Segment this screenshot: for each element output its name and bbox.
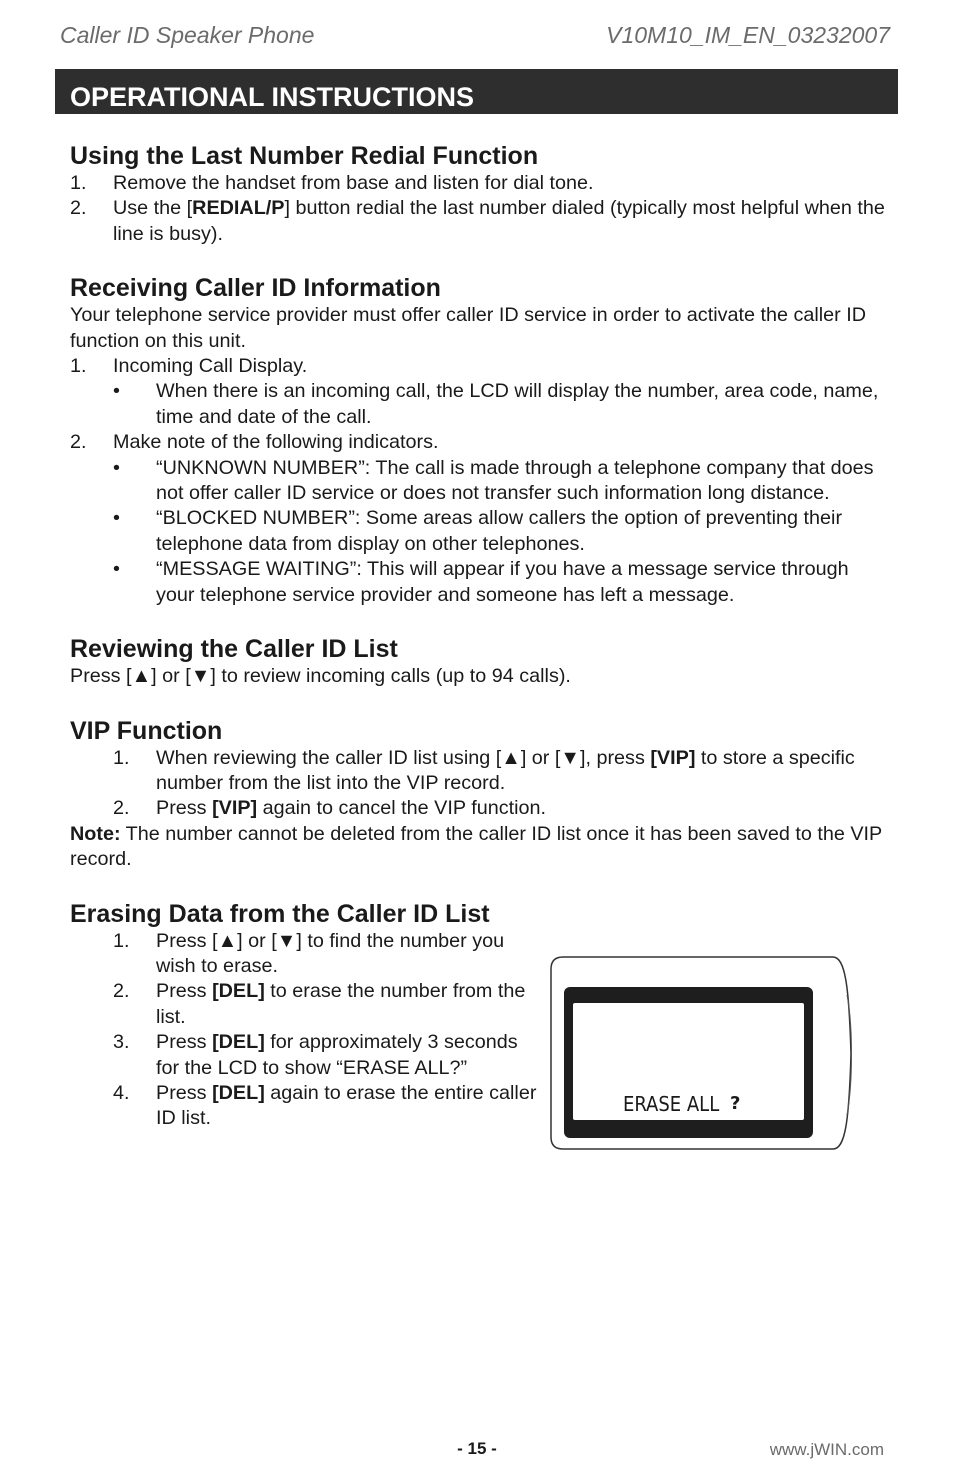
up-arrow-icon: ▲ [131,665,152,688]
heading-receiving: Receiving Caller ID Information [70,274,441,303]
bullet-text: When there is an incoming call, the LCD will display the number, area code, name, time and date of the call. [156,380,879,428]
step-number: 4. [113,1081,130,1104]
heading-reviewing: Reviewing the Caller ID List [70,635,398,664]
vip-step-1: 1. When reviewing the caller ID list using [▲] or [▼], press [VIP] to store a specific number from the list into the VIP record. [113,746,855,794]
step-text: Incoming Call Display. [113,355,308,378]
erasing-step-2: 2. Press [DEL] to erase the number from the list. [113,980,526,1028]
bullet-icon: • [113,558,120,581]
receiving-step-2 [70,430,890,455]
bullet-icon: • [113,456,120,479]
heading-vip: VIP Function [70,716,223,745]
step-text: Use the [ [113,197,193,220]
key-label: [DEL] [212,1031,265,1054]
bullet-unknown-number [70,456,890,507]
step-text: Remove the handset from base and listen for dial tone. [113,172,594,194]
step-number: 3. [113,1031,130,1054]
step-number: 1. [70,172,87,194]
key-label: [DEL] [212,1081,265,1104]
erasing-step-4: 4. Press [DEL] again to erase the entire caller ID list. [113,1081,537,1130]
up-arrow-icon: ▲ [501,746,521,769]
bullet-text: “UNKNOWN NUMBER”: The call is made through a telephone company that does not offer caller ID service or does not transfer such information long distance. [156,456,874,505]
step-number: 2. [70,197,87,220]
vip-step-2: 2. Press [VIP] again to cancel the VIP function. [113,796,890,821]
step-text: Make note of the following indicators. [113,431,439,454]
header-product-name: Caller ID Speaker Phone [60,22,315,48]
bullet-icon: • [113,507,120,530]
lcd-display-illustration [549,955,859,1153]
bullet-icon: • [113,380,120,403]
bullet-blocked-number [70,506,890,557]
down-arrow-icon: ▼ [560,746,580,769]
down-arrow-icon: ▼ [276,929,297,952]
step-number: 1. [113,746,130,769]
redial-step-2 [70,196,890,247]
heading-redial: Using the Last Number Redial Function [70,142,539,170]
step-number: 2. [113,797,130,820]
step-number: 2. [113,980,130,1003]
step-number: 1. [113,929,130,952]
erasing-step-3: 3. Press [DEL] for approximately 3 seconds for the LCD to show “ERASE ALL?” [113,1031,518,1079]
page-number: - 15 - [457,1439,497,1458]
website-url: www.jWIN.com [769,1440,884,1459]
redial-step-1 [70,171,890,196]
receiving-step-1 [70,354,890,379]
section-banner: OPERATIONAL INSTRUCTIONS [55,69,898,114]
key-label: [DEL] [212,980,265,1003]
up-arrow-icon: ▲ [217,929,238,952]
bullet-message-waiting [70,557,890,608]
receiving-intro: Your telephone service provider must offer caller ID service in order to activate the caller ID function on this unit. [70,304,867,352]
bullet-text: “BLOCKED NUMBER”: Some areas allow callers the option of preventing their telephone data from display on other telephones. [156,507,843,555]
lcd-text: ERASE ALL [623,1092,720,1116]
step-text: ] button redial the last number dialed (typically most helpful when the line is busy). [113,197,885,245]
erasing-step-1: 1. Press [▲] or [▼] to find the number you wish to erase. [113,929,505,977]
step-number: 1. [70,355,87,378]
note-label: Note: [70,822,121,845]
down-arrow-icon: ▼ [190,665,211,688]
bullet-text: “MESSAGE WAITING”: This will appear if you have a message service through your telephone service provider and someone has left a message. [156,558,849,606]
key-label: REDIAL/P [192,197,285,220]
vip-note: Note: The number cannot be deleted from the caller ID list once it has been saved to the VIP record. [70,822,882,871]
reviewing-text: Press [▲] or [▼] to review incoming calls (up to 94 calls). [70,665,571,688]
bullet-incoming-call [70,379,890,430]
lcd-question-mark: ? [730,1093,741,1114]
key-label: [VIP] [650,746,696,769]
key-label: [VIP] [212,797,258,820]
erasing-steps [70,929,540,1132]
step-number: 2. [70,431,87,454]
header-document-code: V10M10_IM_EN_03232007 [606,22,890,48]
heading-erasing: Erasing Data from the Caller ID List [70,899,490,928]
